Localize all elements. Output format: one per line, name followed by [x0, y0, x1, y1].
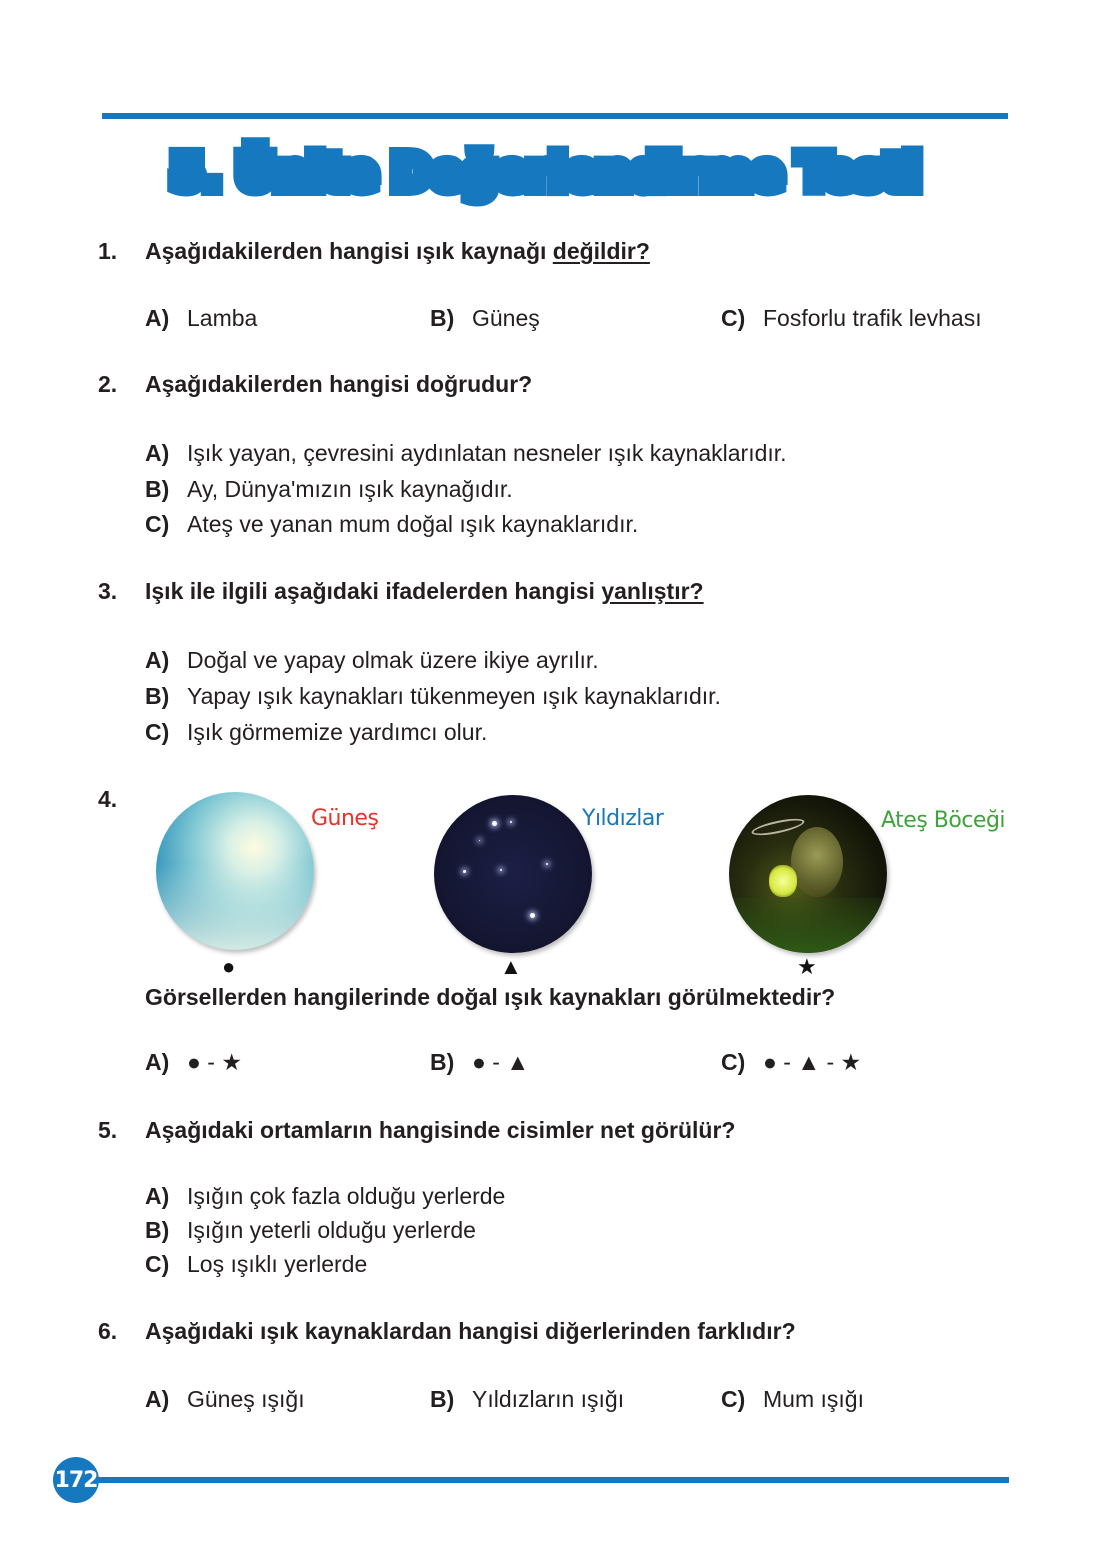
option-1b[interactable]: [430, 305, 540, 332]
question-6: [98, 1318, 796, 1345]
question-text: Işık ile ilgili aşağıdaki ifadelerden hangisi: [145, 578, 602, 604]
question-number: 3.: [98, 578, 118, 604]
triangle-symbol-icon: ▲: [500, 954, 522, 979]
circle-symbol-icon: ●: [222, 954, 236, 979]
sun-label: Güneş: [311, 806, 379, 831]
option-label: C): [721, 1386, 746, 1412]
page-title: 5. Ünite Değerlendirme Testi: [170, 145, 920, 201]
option-1c[interactable]: [721, 305, 982, 332]
question-number: 2.: [98, 371, 118, 397]
option-label: A): [145, 305, 170, 331]
question-4-text: [145, 984, 835, 1011]
option-label: C): [145, 511, 170, 537]
option-3c[interactable]: [145, 719, 487, 746]
question-text: Aşağıdakilerden hangisi doğrudur?: [145, 371, 533, 397]
option-6a[interactable]: [145, 1386, 305, 1413]
option-label: A): [145, 1386, 170, 1412]
option-text: Güneş: [472, 305, 540, 331]
option-label: B): [430, 1386, 455, 1412]
option-text: Doğal ve yapay olmak üzere ikiye ayrılır.: [187, 647, 599, 673]
option-text: Güneş ışığı: [187, 1386, 305, 1412]
grass-shape: [729, 898, 887, 953]
star-dot-icon: [510, 821, 512, 823]
sun-image: [156, 792, 314, 950]
question-emphasis: yanlıştır?: [601, 578, 704, 604]
question-5: [98, 1117, 735, 1144]
star-symbol-icon: ★: [797, 954, 817, 979]
option-text: Loş ışıklı yerlerde: [187, 1251, 368, 1277]
firefly-body-shape: [791, 827, 843, 897]
question-2: [98, 371, 532, 398]
option-label: B): [145, 683, 170, 709]
option-5b[interactable]: [145, 1217, 476, 1244]
option-label: C): [145, 719, 170, 745]
option-text: ● - ▲ - ★: [763, 1049, 862, 1075]
page-header: [170, 138, 920, 208]
option-text: Ateş ve yanan mum doğal ışık kaynaklarıdır.: [187, 511, 639, 537]
question-1: [98, 238, 650, 265]
question-number: 5.: [98, 1117, 118, 1143]
option-label: A): [145, 440, 170, 466]
option-label: C): [721, 305, 746, 331]
option-2b[interactable]: [145, 476, 513, 503]
option-2a[interactable]: [145, 440, 787, 467]
question-4: [98, 786, 145, 813]
firefly-glow-shape: [769, 865, 797, 897]
option-1a[interactable]: [145, 305, 257, 332]
option-6b[interactable]: [430, 1386, 624, 1413]
stars-label: Yıldızlar: [582, 806, 664, 831]
option-4b[interactable]: [430, 1049, 529, 1076]
option-2c[interactable]: [145, 511, 638, 538]
option-text: ● - ▲: [472, 1049, 530, 1075]
star-dot-icon: [500, 869, 502, 871]
option-text: Işık yayan, çevresini aydınlatan nesneler ışık kaynaklarıdır.: [187, 440, 787, 466]
option-text: Fosforlu trafik levhası: [763, 305, 982, 331]
firefly-image: [729, 795, 887, 953]
option-text: Yıldızların ışığı: [472, 1386, 625, 1412]
question-emphasis: değildir?: [552, 238, 650, 264]
option-text: Işığın yeterli olduğu yerlerde: [187, 1217, 476, 1243]
option-label: B): [145, 1217, 170, 1243]
question-text: Görsellerden hangilerinde doğal ışık kaynakları görülmektedir?: [145, 984, 836, 1010]
star-dot-icon: [546, 863, 548, 865]
option-5c[interactable]: [145, 1251, 367, 1278]
firefly-label: Ateş Böceği: [881, 808, 1006, 833]
option-text: Ay, Dünya'mızın ışık kaynağıdır.: [187, 476, 513, 502]
star-dot-icon: [530, 913, 535, 918]
option-label: C): [145, 1251, 170, 1277]
option-3b[interactable]: [145, 683, 721, 710]
option-3a[interactable]: [145, 647, 599, 674]
question-text: Aşağıdakilerden hangisi ışık kaynağı: [145, 238, 553, 264]
option-text: Işığın çok fazla olduğu yerlerde: [187, 1183, 506, 1209]
option-text: Işık görmemize yardımcı olur.: [187, 719, 488, 745]
question-number: 1.: [98, 238, 118, 264]
star-dot-icon: [492, 821, 497, 826]
option-label: A): [145, 647, 170, 673]
page-number-badge: [53, 1457, 99, 1503]
question-number: 6.: [98, 1318, 118, 1344]
option-text: Mum ışığı: [763, 1386, 864, 1412]
firefly-wing-shape: [750, 816, 805, 839]
question-3: [98, 578, 704, 605]
option-4a[interactable]: [145, 1049, 242, 1076]
question-text: Aşağıdaki ortamların hangisinde cisimler net görülür?: [145, 1117, 736, 1143]
option-text: ● - ★: [187, 1049, 242, 1075]
option-label: A): [145, 1183, 170, 1209]
option-label: C): [721, 1049, 746, 1075]
option-label: B): [430, 1049, 455, 1075]
option-6c[interactable]: [721, 1386, 864, 1413]
option-5a[interactable]: [145, 1183, 505, 1210]
star-dot-icon: [463, 870, 466, 873]
star-dot-icon: [479, 840, 480, 841]
stars-image: [434, 795, 592, 953]
question-text: Aşağıdaki ışık kaynaklardan hangisi diğerlerinden farklıdır?: [145, 1318, 796, 1344]
option-label: A): [145, 1049, 170, 1075]
option-text: Yapay ışık kaynakları tükenmeyen ışık kaynaklarıdır.: [187, 683, 721, 709]
page-number: 172: [54, 1467, 98, 1493]
bottom-divider: [96, 1477, 1009, 1483]
option-label: B): [145, 476, 170, 502]
question-number: 4.: [98, 786, 118, 812]
option-4c[interactable]: [721, 1049, 861, 1076]
option-label: B): [430, 305, 455, 331]
option-text: Lamba: [187, 305, 258, 331]
top-divider: [102, 113, 1008, 119]
